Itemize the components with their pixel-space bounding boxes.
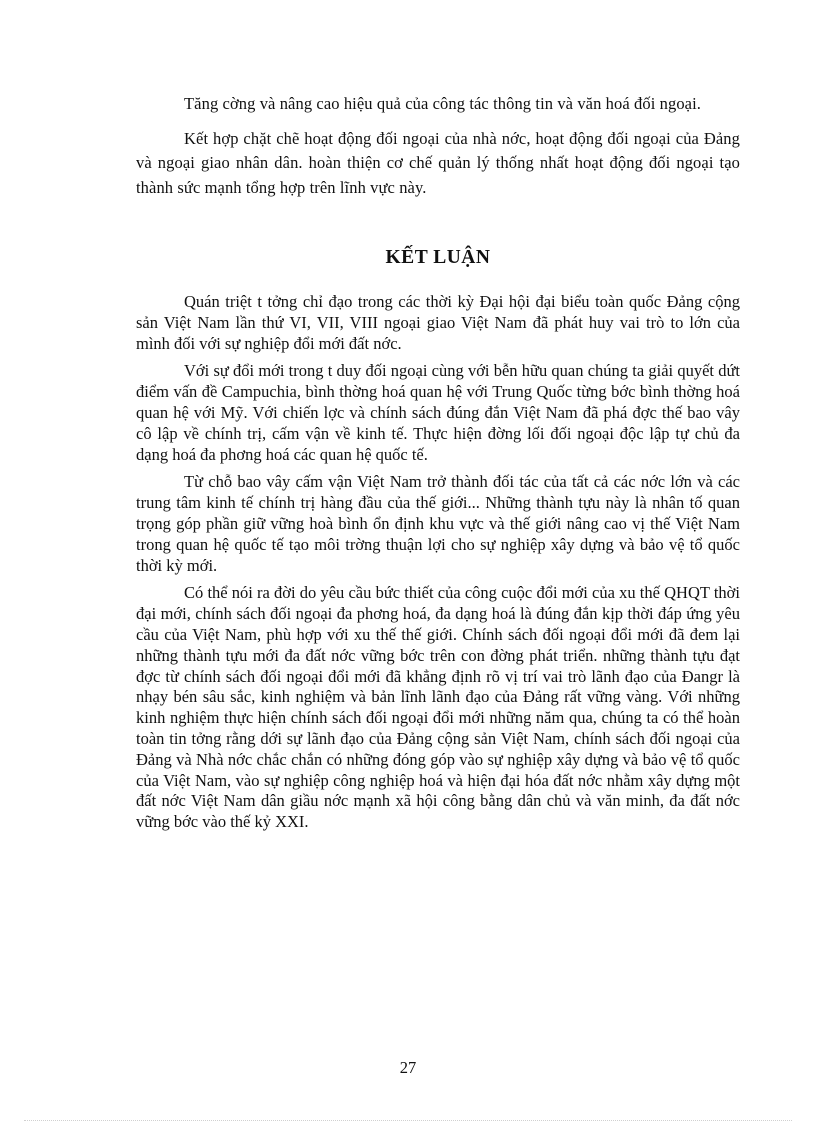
document-body [136, 92, 740, 840]
page-number: 27 [399, 1058, 417, 1077]
section-heading-conclusion: KẾT LUẬN [385, 247, 491, 268]
paragraph-conclusion-3: Từ chỗ bao vây cấm vận Việt Nam trở thành đối tác của tất cả các nớc lớn và các trung tâm kinh tế chính trị hàng đầu của thế giới... Những thành tựu này là nhân tố quan trọng góp phần giữ vững hoà bình ổn định khu vực và thế giới nâng cao vị thế Việt Nam trong quan hệ quốc tế tạo môi trờng thuận lợi cho sự nghiệp xây dựng và bảo vệ tổ quốc thời kỳ mới. [136, 472, 740, 575]
paragraph-conclusion-2: Với sự đổi mới trong t duy đối ngoại cùng với bễn hữu quan chúng ta giải quyết dứt điểm vấn đề Campuchia, bình thờng hoá quan hệ với Trung Quốc từng bớc bình thờng hoá quan hệ với Mỹ. Với chiến lợc và chính sách đúng đắn Việt Nam đã phá đợc thế bao vây cô lập về chính trị, cấm vận về kinh tế. Thực hiện đờng lối đối ngoại độc lập tự chủ đa dạng hoá đa phơng hoá các quan hệ quốc tế. [136, 361, 740, 464]
paragraph-conclusion-4: Có thể nói ra đời do yêu cầu bức thiết của công cuộc đổi mới của xu thế QHQT thời đại mới, chính sách đối ngoại đa phơng hoá, đa dạng hoá là đúng đắn kịp thời đáp ứng yêu cầu của Việt Nam, phù hợp với xu thế thế giới. Chính sách đối ngoại đổi mới đã đem lại những thành tựu mới đa đất nớc vững bớc trên con đờng phát triển. những thành tựu đạt đợc từ chính sách đối ngoại đổi mới đã khẳng định rõ vị trí vai trò lãnh đạo của Đangr là nhạy bén sâu sắc, kinh nghiệm và bản lĩnh lãnh đạo của Đảng rất vững vàng. Với những kinh nghiệm thực hiện chính sách đối ngoại đổi mới những năm qua, chúng ta có thể hoàn toàn tin tởng rằng dới sự lãnh đạo của Đảng cộng sản Việt Nam, chính sách đối ngoại của Đảng và Nhà nớc chắc chắn có những đóng góp vào sự nghiệp xây dựng và bảo vệ tổ quốc của Việt Nam, vào sự nghiệp công nghiệp hoá và hiện đại hóa đất nớc nhằm xây dựng một đất nớc Việt Nam dân giầu nớc mạnh xã hội công bằng dân chủ và văn minh, đa đất nớc vững bớc vào thế kỷ XXI. [136, 583, 740, 832]
paragraph-intro-1: Tăng cờng và nâng cao hiệu quả của công tác thông tin và văn hoá đối ngoại. [184, 94, 702, 113]
paragraph-conclusion-1: Quán triệt t tởng chỉ đạo trong các thời kỳ Đại hội đại biểu toàn quốc Đảng cộng sản Việt Nam lần thứ VI, VII, VIII ngoại giao Việt Nam đã phát huy vai trò to lớn của mình đối với sự nghiệp đổi mới đất nớc. [136, 292, 740, 353]
footer-divider [24, 1120, 792, 1121]
paragraph-intro-2: Kết hợp chặt chẽ hoạt động đối ngoại của nhà nớc, hoạt động đối ngoại của Đảng và ngoại giao nhân dân. hoàn thiện cơ chế quản lý thống nhất hoạt động đối ngoại tạo thành sức mạnh tổng hợp trên lĩnh vực này. [136, 128, 740, 197]
